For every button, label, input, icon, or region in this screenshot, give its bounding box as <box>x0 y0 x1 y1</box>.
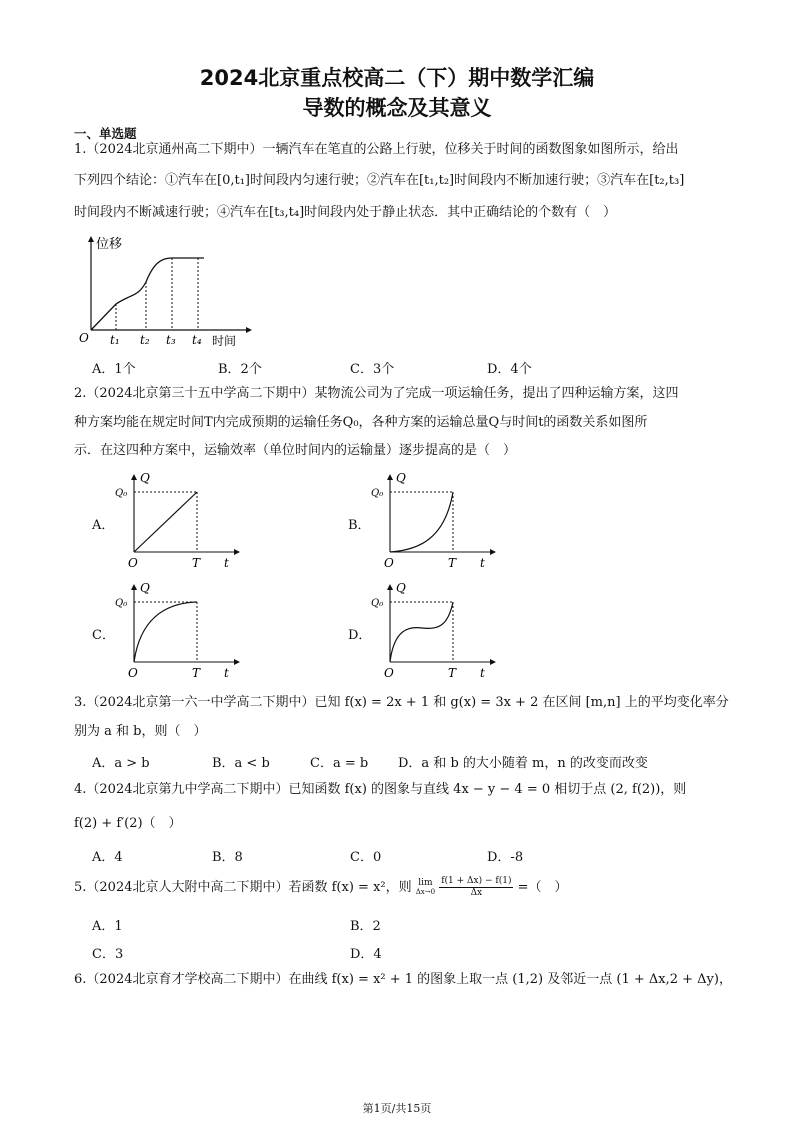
q3-option-d: D．a 和 b 的大小随着 m，n 的改变而改变 <box>398 756 648 771</box>
q2-b-q: Q <box>396 471 406 485</box>
q3-option-a: A．a > b <box>92 756 150 771</box>
q1-text-line1: 1.（2024北京通州高二下期中）一辆汽车在笔直的公路上行驶，位移关于时间的函数图象如图所示，给出 <box>74 142 679 157</box>
q5-suffix: =（ ） <box>517 880 568 895</box>
q2-a-origin: O <box>128 556 138 570</box>
q2-d-q: Q <box>396 581 406 595</box>
q2-b-T: T <box>448 556 457 570</box>
q1-option-b: B．2个 <box>218 362 262 377</box>
document-title: 2024北京重点校高二（下）期中数学汇编 <box>199 66 595 90</box>
q2-graph-b <box>370 470 500 570</box>
q5-lim-sub: Δx→0 <box>415 887 436 896</box>
q1-ylabel: 位移 <box>96 237 123 252</box>
q4-option-a: A．4 <box>92 850 123 865</box>
q5-option-d: D．4 <box>350 947 382 962</box>
q2-a-q0: Q₀ <box>115 488 128 499</box>
q2-graph-c <box>114 580 244 680</box>
q1-origin: O <box>79 331 89 345</box>
q3-text-line2: 别为 a 和 b，则（ ） <box>74 724 207 739</box>
q1-xlabel: 时间 <box>212 334 237 348</box>
q3-option-c: C．a = b <box>310 756 369 771</box>
q2-text-line3: 示．在这四种方案中，运输效率（单位时间内的运输量）逐步提高的是（ ） <box>74 443 517 458</box>
q4-text-line1: 4.（2024北京第九中学高二下期中）已知函数 f(x) 的图象与直线 4x − y − 4 = 0 相切于点 (2, f(2))，则 <box>74 782 687 797</box>
q2-d-T: T <box>448 666 457 680</box>
q3-option-b: B．a < b <box>212 756 270 771</box>
q1-tick-t4: t₄ <box>192 333 202 347</box>
q2-d-q0: Q₀ <box>371 598 384 609</box>
q5-numerator: f(1 + Δx) − f(1) <box>441 876 512 886</box>
q2-d-origin: O <box>384 666 394 680</box>
q4-option-d: D．-8 <box>487 850 524 865</box>
q2-text-line2: 种方案均能在规定时间T内完成预期的运输任务Q₀，各种方案的运输总量Q与时间t的函数关系如图所 <box>74 415 648 430</box>
q1-displacement-graph <box>76 232 256 350</box>
q5-denominator: Δx <box>470 888 483 898</box>
q1-option-a: A．1个 <box>92 362 136 377</box>
q5-option-c: C．3 <box>92 947 124 962</box>
q1-tick-t1: t₁ <box>110 333 120 347</box>
q2-graph-b-label: B． <box>348 518 371 533</box>
q2-c-q0: Q₀ <box>115 598 128 609</box>
q1-text-line3: 时间段内不断减速行驶；④汽车在[t₃,t₄]时间段内处于静止状态．其中正确结论的个数有（ ） <box>74 205 617 220</box>
q2-a-T: T <box>192 556 201 570</box>
q2-a-t: t <box>224 556 229 570</box>
q2-d-t: t <box>480 666 485 680</box>
q2-c-T: T <box>192 666 201 680</box>
q1-option-d: D．4个 <box>487 362 532 377</box>
q5-lim-word: lim <box>418 877 433 888</box>
q5-option-a: A．1 <box>92 919 123 934</box>
q5-option-b: B．2 <box>350 919 381 934</box>
section-heading: 一、单选题 <box>74 126 137 141</box>
q1-tick-t3: t₃ <box>166 333 176 347</box>
q4-option-c: C．0 <box>350 850 382 865</box>
q3-text-line1: 3.（2024北京第一六一中学高二下期中）已知 f(x) = 2x + 1 和 g(x) = 3x + 2 在区间 [m,n] 上的平均变化率分 <box>74 695 729 710</box>
q2-a-q: Q <box>140 471 150 485</box>
q1-text-line2: 下列四个结论：①汽车在[0,t₁]时间段内匀速行驶；②汽车在[t₁,t₂]时间段内不断加速行驶；③汽车在[t₂,t₃] <box>74 173 685 188</box>
q5-text-line <box>74 876 568 899</box>
q2-c-q: Q <box>140 581 150 595</box>
q2-c-t: t <box>224 666 229 680</box>
q2-b-t: t <box>480 556 485 570</box>
q2-graph-a-label: A． <box>92 518 115 533</box>
q2-b-origin: O <box>384 556 394 570</box>
q6-text-line1: 6.（2024北京育才学校高二下期中）在曲线 f(x) = x² + 1 的图象上取一点 (1,2) 及邻近一点 (1 + Δx,2 + Δy)， <box>74 972 732 987</box>
q2-graph-a <box>114 470 244 570</box>
q2-c-origin: O <box>128 666 138 680</box>
page-footer: 第1页/共15页 <box>362 1102 432 1115</box>
q1-option-c: C．3个 <box>350 362 395 377</box>
q2-graph-d <box>370 580 500 680</box>
q4-text-line2: f(2) + f′(2)（ ） <box>74 816 182 831</box>
document-subtitle: 导数的概念及其意义 <box>302 96 492 120</box>
q1-tick-t2: t₂ <box>140 333 150 347</box>
q4-option-b: B．8 <box>212 850 243 865</box>
q2-graph-d-label: D． <box>348 628 372 643</box>
q5-prefix: 5.（2024北京人大附中高二下期中）若函数 f(x) = x²，则 <box>74 880 412 895</box>
q5-limit <box>416 879 435 897</box>
q5-fraction <box>439 876 513 899</box>
q2-b-q0: Q₀ <box>371 488 384 499</box>
q2-text-line1: 2.（2024北京第三十五中学高二下期中）某物流公司为了完成一项运输任务，提出了四种运输方案，这四 <box>74 386 679 401</box>
q2-graph-c-label: C． <box>92 628 115 643</box>
